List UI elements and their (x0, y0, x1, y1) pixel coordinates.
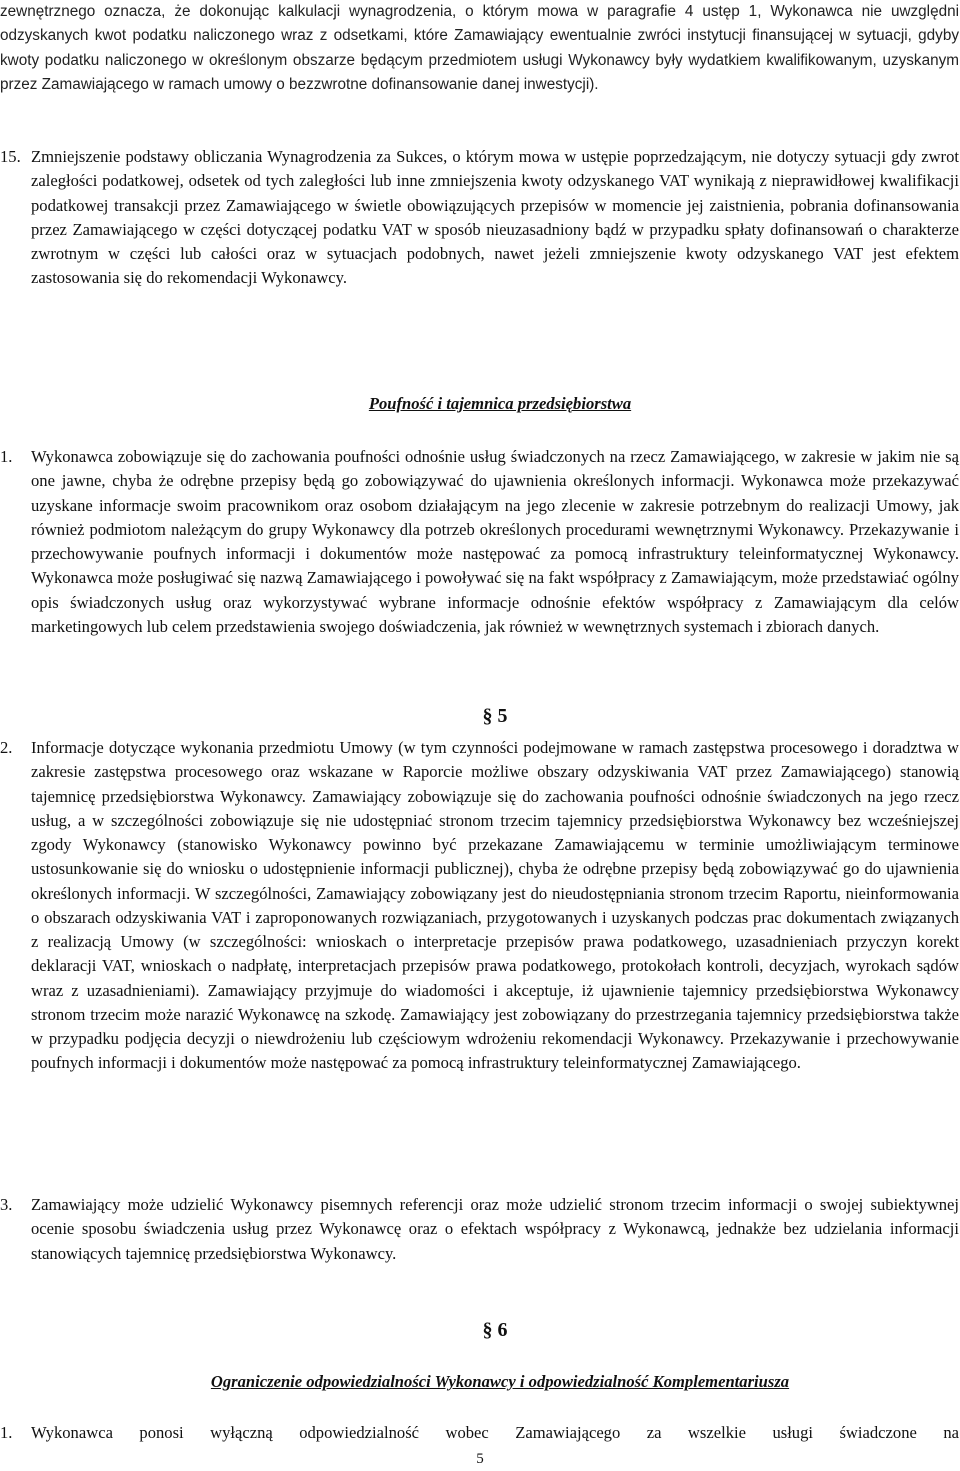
section-5-title: Poufność i tajemnica przedsiębiorstwa (368, 394, 632, 413)
page-number: 5 (476, 1451, 484, 1467)
section-5-item-3 (0, 1193, 959, 1266)
item-number: 2. (0, 738, 13, 757)
section-5-item-2 (0, 736, 959, 1076)
item-number: 3. (0, 1195, 13, 1214)
item-number: 1. (0, 447, 13, 466)
item-text: Zamawiający może udzielić Wykonawcy pisemnych referencji oraz może udzielić stronom trzecim informacji o swojej subiektywnej ocenie sposobu świadczenia usług przez Wykonawcę oraz o efektach współpracy z Wykonawcą, jednakże bez udzielania informacji stanowiących tajemnicę przedsiębiorstwa Wykonawcy. (31, 1195, 959, 1263)
section-5-item-1 (0, 445, 959, 639)
section-6-item-1 (0, 1421, 959, 1445)
item-text: Wykonawca zobowiązuje się do zachowania poufności odnośnie usług świadczonych na rzecz Zamawiającego, w zakresie w jakim nie są one jawne, chyba że odrębne przepisy będą go zobowiązywać do ujawnienia określonych informacji. Wykonawca może przekazywać uzyskane informacje swoim pracownikom oraz osobom działającym na jego zlecenie w zakresie potrzebnym do realizacji Umowy, jak również podmiotom należącym do grupy Wykonawcy dla potrzeb określonych procedurami wewnętrznymi Wykonawcy. Przekazywanie i przechowywanie poufnych informacji i dokumentów może następować za pomocą infrastruktury teleinformatycznej Wykonawcy. Wykonawca może posługiwać się nazwą Zamawiającego i powoływać się na fakt współpracy z Zamawiającym, może przedstawiać ogólny opis świadczonych usług oraz wykorzystywać wybrane informacje odnośnie efektów współpracy z Zamawiającym dla celów marketingowych lub celem przedstawienia swojego doświadczenia, jak również w wewnętrznych systemach i zbiorach danych. (31, 447, 959, 636)
section-5-mark: § 5 (482, 705, 508, 727)
item-text: Informacje dotyczące wykonania przedmiotu Umowy (w tym czynności podejmowane w ramach zastępstwa procesowego i doradztwa w zakresie zastępstwa procesowego oraz wskazane w Raporcie możliwe obszary odzyskiwania VAT przez Zamawiającego) stanowią tajemnicę przedsiębiorstwa Wykonawcy. Zamawiający zobowiązuje się do zachowania poufności odnośnie świadczonych na jego rzecz usług, a w szczególności zobowiązuje się nie udostępniać stronom trzecim tajemnicy przedsiębiorstwa Wykonawcy bez wcześniejszej zgody Wykonawcy (stanowisko Wykonawcy powinno być przekazane Zamawiającemu w terminie umożliwiającym terminowe ustosunkowanie się do wniosku o udostępnienie informacji publicznej), chyba że odrębne przepisy będą zobowiązywać go do ujawnienia określonych informacji. W szczególności, Zamawiający zobowiązany jest do nieudostępniania stronom trzecim Raportu, nieinformowania o obszarach odzyskiwania VAT i zaproponowanych rozwiązaniach, przygotowanych i uzyskanych podczas prac dokumentach związanych z realizacją Umowy (w szczególności: wnioskach o interpretacje przepisów prawa podatkowego, uzasadnieniach przyczyn korekt deklaracji VAT, wnioskach o nadpłatę, interpretacjach przepisów prawa podatkowego, protokołach kontroli, decyzjach, wyrokach sądów wraz z uzasadnieniami). Zamawiający przyjmuje do wiadomości i akceptuje, iż ujawnienie tajemnicy przedsiębiorstwa Wykonawcy stronom trzecim może narazić Wykonawcę na szkodę. Zamawiający jest zobowiązany do przestrzegania tajemnicy przedsiębiorstwa także w przypadku podjęcia decyzji o niewdrożeniu lub częściowym wdrożeniu rekomendacji Wykonawcy. Przekazywanie i przechowywanie poufnych informacji i dokumentów może następować za pomocą infrastruktury teleinformatycznej Zamawiającego. (31, 738, 959, 1073)
item-15-text: Zmniejszenie podstawy obliczania Wynagrodzenia za Sukces, o którym mowa w ustępie poprzedzającym, nie dotyczy sytuacji gdy zwrot zaległości podatkowej, odsetek od tych zaległości lub inne zmniejszenia kwoty odzyskanego VAT wynikają z nieprawidłowej kwalifikacji podatkowej transakcji przez Zamawiającego w świetle obowiązujących przepisów w momencie jej zaistnienia, pobrania dofinansowania przez Zamawiającego w części dotyczącej podatku VAT w sposób nieuzasadniony bądź w przypadku spłaty dofinansowań o charakterze zwrotnym w części lub całości oraz w sytuacjach podobnych, nawet jeżeli zmniejszenie kwoty odzyskanego VAT jest efektem zastosowania się do rekomendacji Wykonawcy. (31, 147, 959, 288)
intro-paragraph: zewnętrznego oznacza, że dokonując kalkulacji wynagrodzenia, o którym mowa w paragrafie 4 ustęp 1, Wykonawca nie uwzględni odzyskanych kwot podatku naliczonego wraz z odsetkami, które Zamawiający ewentualnie zwróci instytucji finansującej w sytuacji, gdyby kwoty podatku naliczonego w określonym obszarze będącym przedmiotem usługi Wykonawcy były wydatkiem kwalifikowanym, uzyskanym przez Zamawiającego w ramach umowy o bezzwrotne dofinansowanie danej inwestycji). (0, 3, 959, 93)
item-number: 1. (0, 1423, 13, 1442)
item-text: Wykonawca ponosi wyłączną odpowiedzialność wobec Zamawiającego za wszelkie usługi świadczone na (31, 1423, 959, 1442)
item-15 (0, 145, 959, 291)
section-6-mark: § 6 (482, 1319, 508, 1341)
item-number: 15. (0, 147, 21, 166)
section-6-title: Ograniczenie odpowiedzialności Wykonawcy i odpowiedzialność Komplementariusza (210, 1372, 790, 1391)
